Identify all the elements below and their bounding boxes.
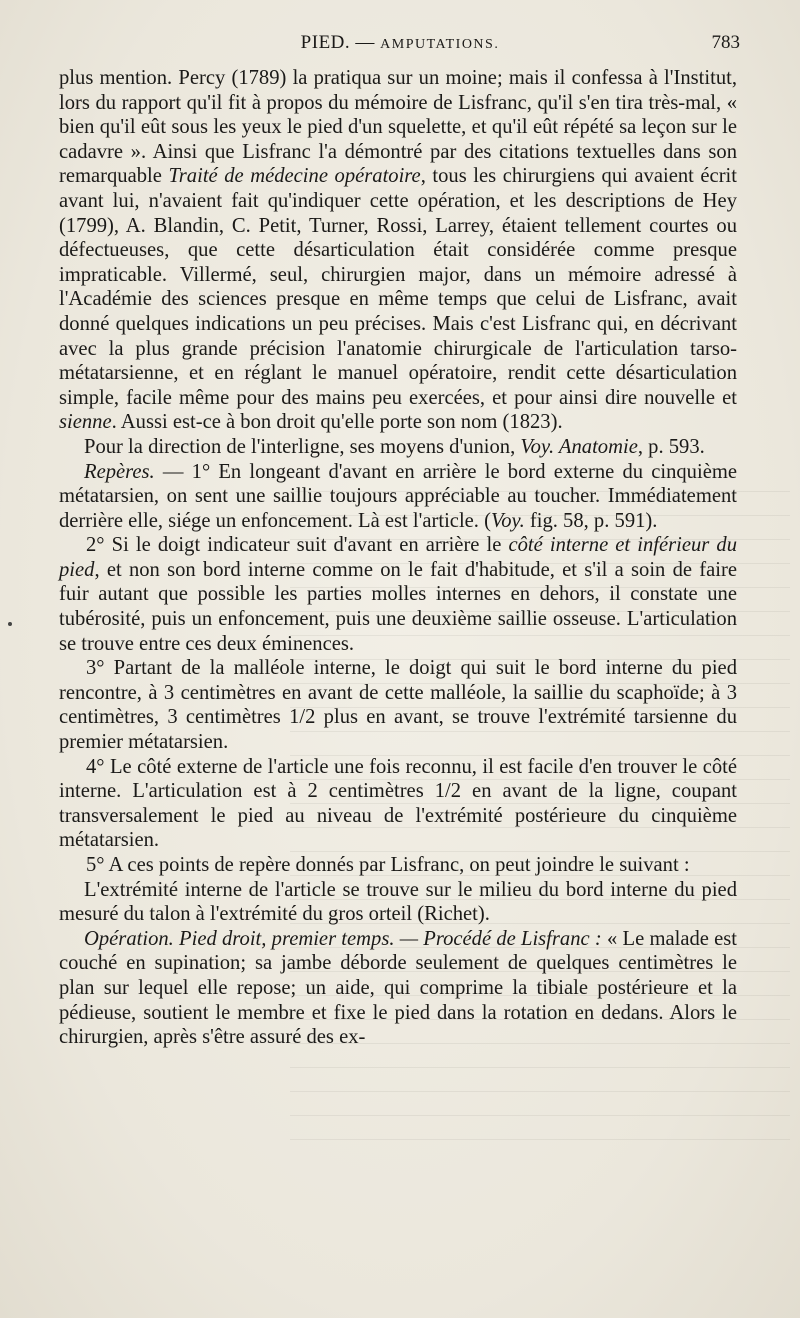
text-run: plus mention. Percy (1789) la pratiqua sur un moine; mais il confessa à l'Institut, lors du rapport qu'il fit à propos du mémoire de Lisfranc, qu'il s'en tira très-mal, « bien qu'il eût sous les yeux le pied d'un squelette, et qu'il eût répété sa leçon sur le cadavre ». Ainsi que Lisfranc l'a démontré par des citations textuelles dans son remarquable bbox=[59, 67, 737, 188]
margin-dot bbox=[8, 622, 12, 626]
page-number: 783 bbox=[711, 32, 740, 53]
italic-run: sienne bbox=[59, 411, 112, 434]
running-header bbox=[60, 32, 740, 56]
text-run: L'extrémité interne de l'article se trouve sur le milieu du bord interne du pied mesuré du talon à l'extrémité du gros orteil (Richet). bbox=[59, 878, 737, 926]
header-section: AMPUTATIONS. bbox=[380, 37, 500, 52]
text-run: « Le malade est couché en supination; sa jambe déborde seulement de quelques centimètres le plan sur lequel elle repose; un aide, qui comprime la tibiale postérieure et la pédieuse, soutient le membre et fixe le pied dans la rotation en dedans. Alors le chirurgien, après s'être assuré des ex- bbox=[59, 927, 737, 1049]
text-run: 3° Partant de la malléole interne, le doigt qui suit le bord interne du pied rencontre, à 3 centimètres en avant de cette malléole, la saillie du scaphoïde; à 3 centimètres, 3 centimètres 1/2 plus en avant, se trouve l'extrémité tarsienne du premier métatarsien. bbox=[59, 657, 737, 754]
bleed-through-footer bbox=[60, 1225, 740, 1245]
text-run: fig. 58, p. 591). bbox=[524, 509, 658, 532]
italic-run: Voy. bbox=[490, 509, 525, 532]
italic-run: Repères. bbox=[84, 460, 155, 483]
text-run: 2° Si le doigt indicateur suit d'avant en arrière le bbox=[86, 534, 509, 557]
header-dash: — bbox=[355, 32, 375, 53]
body-text bbox=[59, 66, 737, 1050]
text-run: Pour la direction de l'interligne, ses moyens d'union, bbox=[84, 435, 521, 458]
text-run: , p. 593. bbox=[637, 435, 705, 458]
paragraph bbox=[59, 435, 737, 460]
paragraph bbox=[59, 878, 737, 927]
italic-run: côté interne et inférieur du pied bbox=[59, 534, 737, 581]
text-run: , et non son bord interne comme on le fait d'habitude, et s'il a soin de faire fuir autant que possible les parties molles internes en dehors, il constate une tubérosité, puis un enfoncement, puis une deuxième saillie osseuse. L'articulation se trouve entre ces deux éminences. bbox=[59, 558, 737, 655]
text-run: — 1° En longeant d'avant en arrière le bord externe du cinquième métatarsien, on sent une saillie toujours appréciable au toucher. Immédiatement derrière elle, siége un enfoncement. Là est l'article. ( bbox=[59, 460, 737, 532]
text-run: , tous les chirurgiens qui avaient écrit avant lui, n'avaient fait qu'indiquer cette opération, et les descriptions de Hey (1799), A. Blandin, C. Petit, Turner, Rossi, Larrey, étaient tellement courtes ou défectueuses, que cette désarticulation était considérée comme presque impraticable. Villermé, seul, chirurgien major, dans un mémoire adressé à l'Académie des sciences presque en même temps que celui de Lisfranc, avait donné quelques indications un peu précises. Mais c'est Lisfranc qui, en décrivant avec la plus grande précision l'anatomie chirurgicale de l'articulation tarso-métatarsienne, et en réglant le manuel opératoire, rendit cette désarticulation simple, facile même pour des mains peu exercées, et pour ainsi dire nouvelle et bbox=[59, 165, 737, 409]
text-run: . Aussi est-ce à bon droit qu'elle porte son nom (1823). bbox=[111, 411, 563, 434]
running-title bbox=[60, 32, 740, 54]
paragraph bbox=[59, 656, 737, 754]
paragraph bbox=[59, 927, 737, 1050]
paragraph bbox=[59, 853, 737, 878]
paragraph bbox=[59, 533, 737, 656]
italic-run: Opération. Pied droit, premier temps. — Procédé de Lisfranc : bbox=[84, 927, 602, 950]
paragraph bbox=[59, 460, 737, 534]
paragraph bbox=[59, 755, 737, 853]
text-run: 4° Le côté externe de l'article une fois reconnu, il est facile d'en trouver le côté interne. L'articulation est à 2 centimètres 1/2 en avant de la ligne, coupant transversalement le pied au niveau de l'extrémité postérieure du cinquième métatarsien. bbox=[59, 755, 737, 852]
italic-run: Traité de médecine opératoire bbox=[168, 165, 421, 188]
header-title-main: PIED. bbox=[300, 32, 351, 53]
paragraph bbox=[59, 66, 737, 435]
text-run: 5° A ces points de repère donnés par Lisfranc, on peut joindre le suivant : bbox=[86, 854, 690, 876]
italic-run: Voy. Anatomie bbox=[520, 435, 638, 458]
